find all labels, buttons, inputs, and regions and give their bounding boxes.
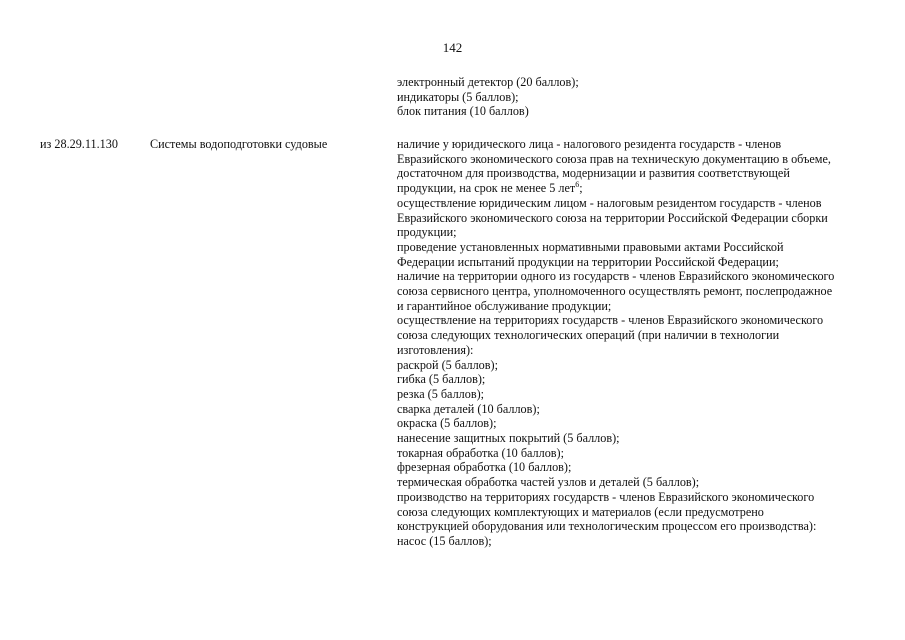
requirement-line: продукции; xyxy=(397,225,457,240)
requirement-line: фрезерная обработка (10 баллов); xyxy=(397,460,572,475)
requirement-line-with-footnote xyxy=(397,181,834,196)
requirement-line: Федерации испытаний продукции на территории Российской Федерации; xyxy=(397,254,779,269)
requirement-line: изготовления): xyxy=(397,342,474,357)
continuation-line: индикаторы (5 баллов); xyxy=(397,89,519,104)
requirement-line: сварка деталей (10 баллов); xyxy=(397,401,540,416)
requirement-line: осуществление на территориях государств - членов Евразийского экономического xyxy=(397,313,824,328)
requirement-line: союза следующих технологических операций (при наличии в технологии xyxy=(397,328,780,343)
requirement-line: токарная обработка (10 баллов); xyxy=(397,445,565,460)
continuation-line: блок питания (10 баллов) xyxy=(397,104,529,119)
requirement-line: конструкцией оборудования или технологическим процессом его производства): xyxy=(397,519,817,534)
continuation-line: электронный детектор (20 баллов); xyxy=(397,75,579,89)
requirement-line: союза сервисного центра, уполномоченного осуществлять ремонт, послепродажное xyxy=(397,284,833,299)
page-number: 142 xyxy=(442,40,463,55)
requirement-line: Евразийского экономического союза на территории Российской Федерации сборки xyxy=(397,210,828,225)
requirement-line: проведение установленных нормативными правовыми актами Российской xyxy=(397,239,784,254)
requirement-line: и гарантийное обслуживание продукции; xyxy=(397,298,612,313)
requirement-line: окраска (5 баллов); xyxy=(397,416,497,431)
requirement-line: термическая обработка частей узлов и деталей (5 баллов); xyxy=(397,475,700,490)
requirement-line: достаточном для производства, модернизации и развития соответствующей xyxy=(397,166,790,181)
requirement-line: производство на территориях государств - членов Евразийского экономического xyxy=(397,489,815,504)
requirement-line-text: продукции, на срок не менее 5 лет xyxy=(397,181,576,196)
requirement-line: наличие у юридического лица - налогового резидента государств - членов xyxy=(397,137,782,151)
product-code: из 28.29.11.130 xyxy=(40,137,118,151)
footnote-mark: 6 xyxy=(575,180,580,190)
requirement-line: насос (15 баллов); xyxy=(397,533,492,548)
requirement-line: осуществление юридическим лицом - налоговым резидентом государств - членов xyxy=(397,195,822,210)
requirement-line: гибка (5 баллов); xyxy=(397,372,486,387)
requirement-line: наличие на территории одного из государств - членов Евразийского экономического xyxy=(397,269,835,284)
requirement-line-suffix: ; xyxy=(579,181,583,196)
requirement-line: союза следующих комплектующих и материалов (если предусмотрено xyxy=(397,504,764,519)
requirement-line: резка (5 баллов); xyxy=(397,386,485,401)
requirement-line: нанесение защитных покрытий (5 баллов); xyxy=(397,431,620,446)
continuation-text xyxy=(397,75,579,119)
product-name: Системы водоподготовки судовые xyxy=(150,137,328,151)
requirements-text xyxy=(397,137,834,549)
requirement-line: Евразийского экономического союза прав на техническую документацию в объеме, xyxy=(397,151,831,166)
requirement-line: раскрой (5 баллов); xyxy=(397,357,498,372)
